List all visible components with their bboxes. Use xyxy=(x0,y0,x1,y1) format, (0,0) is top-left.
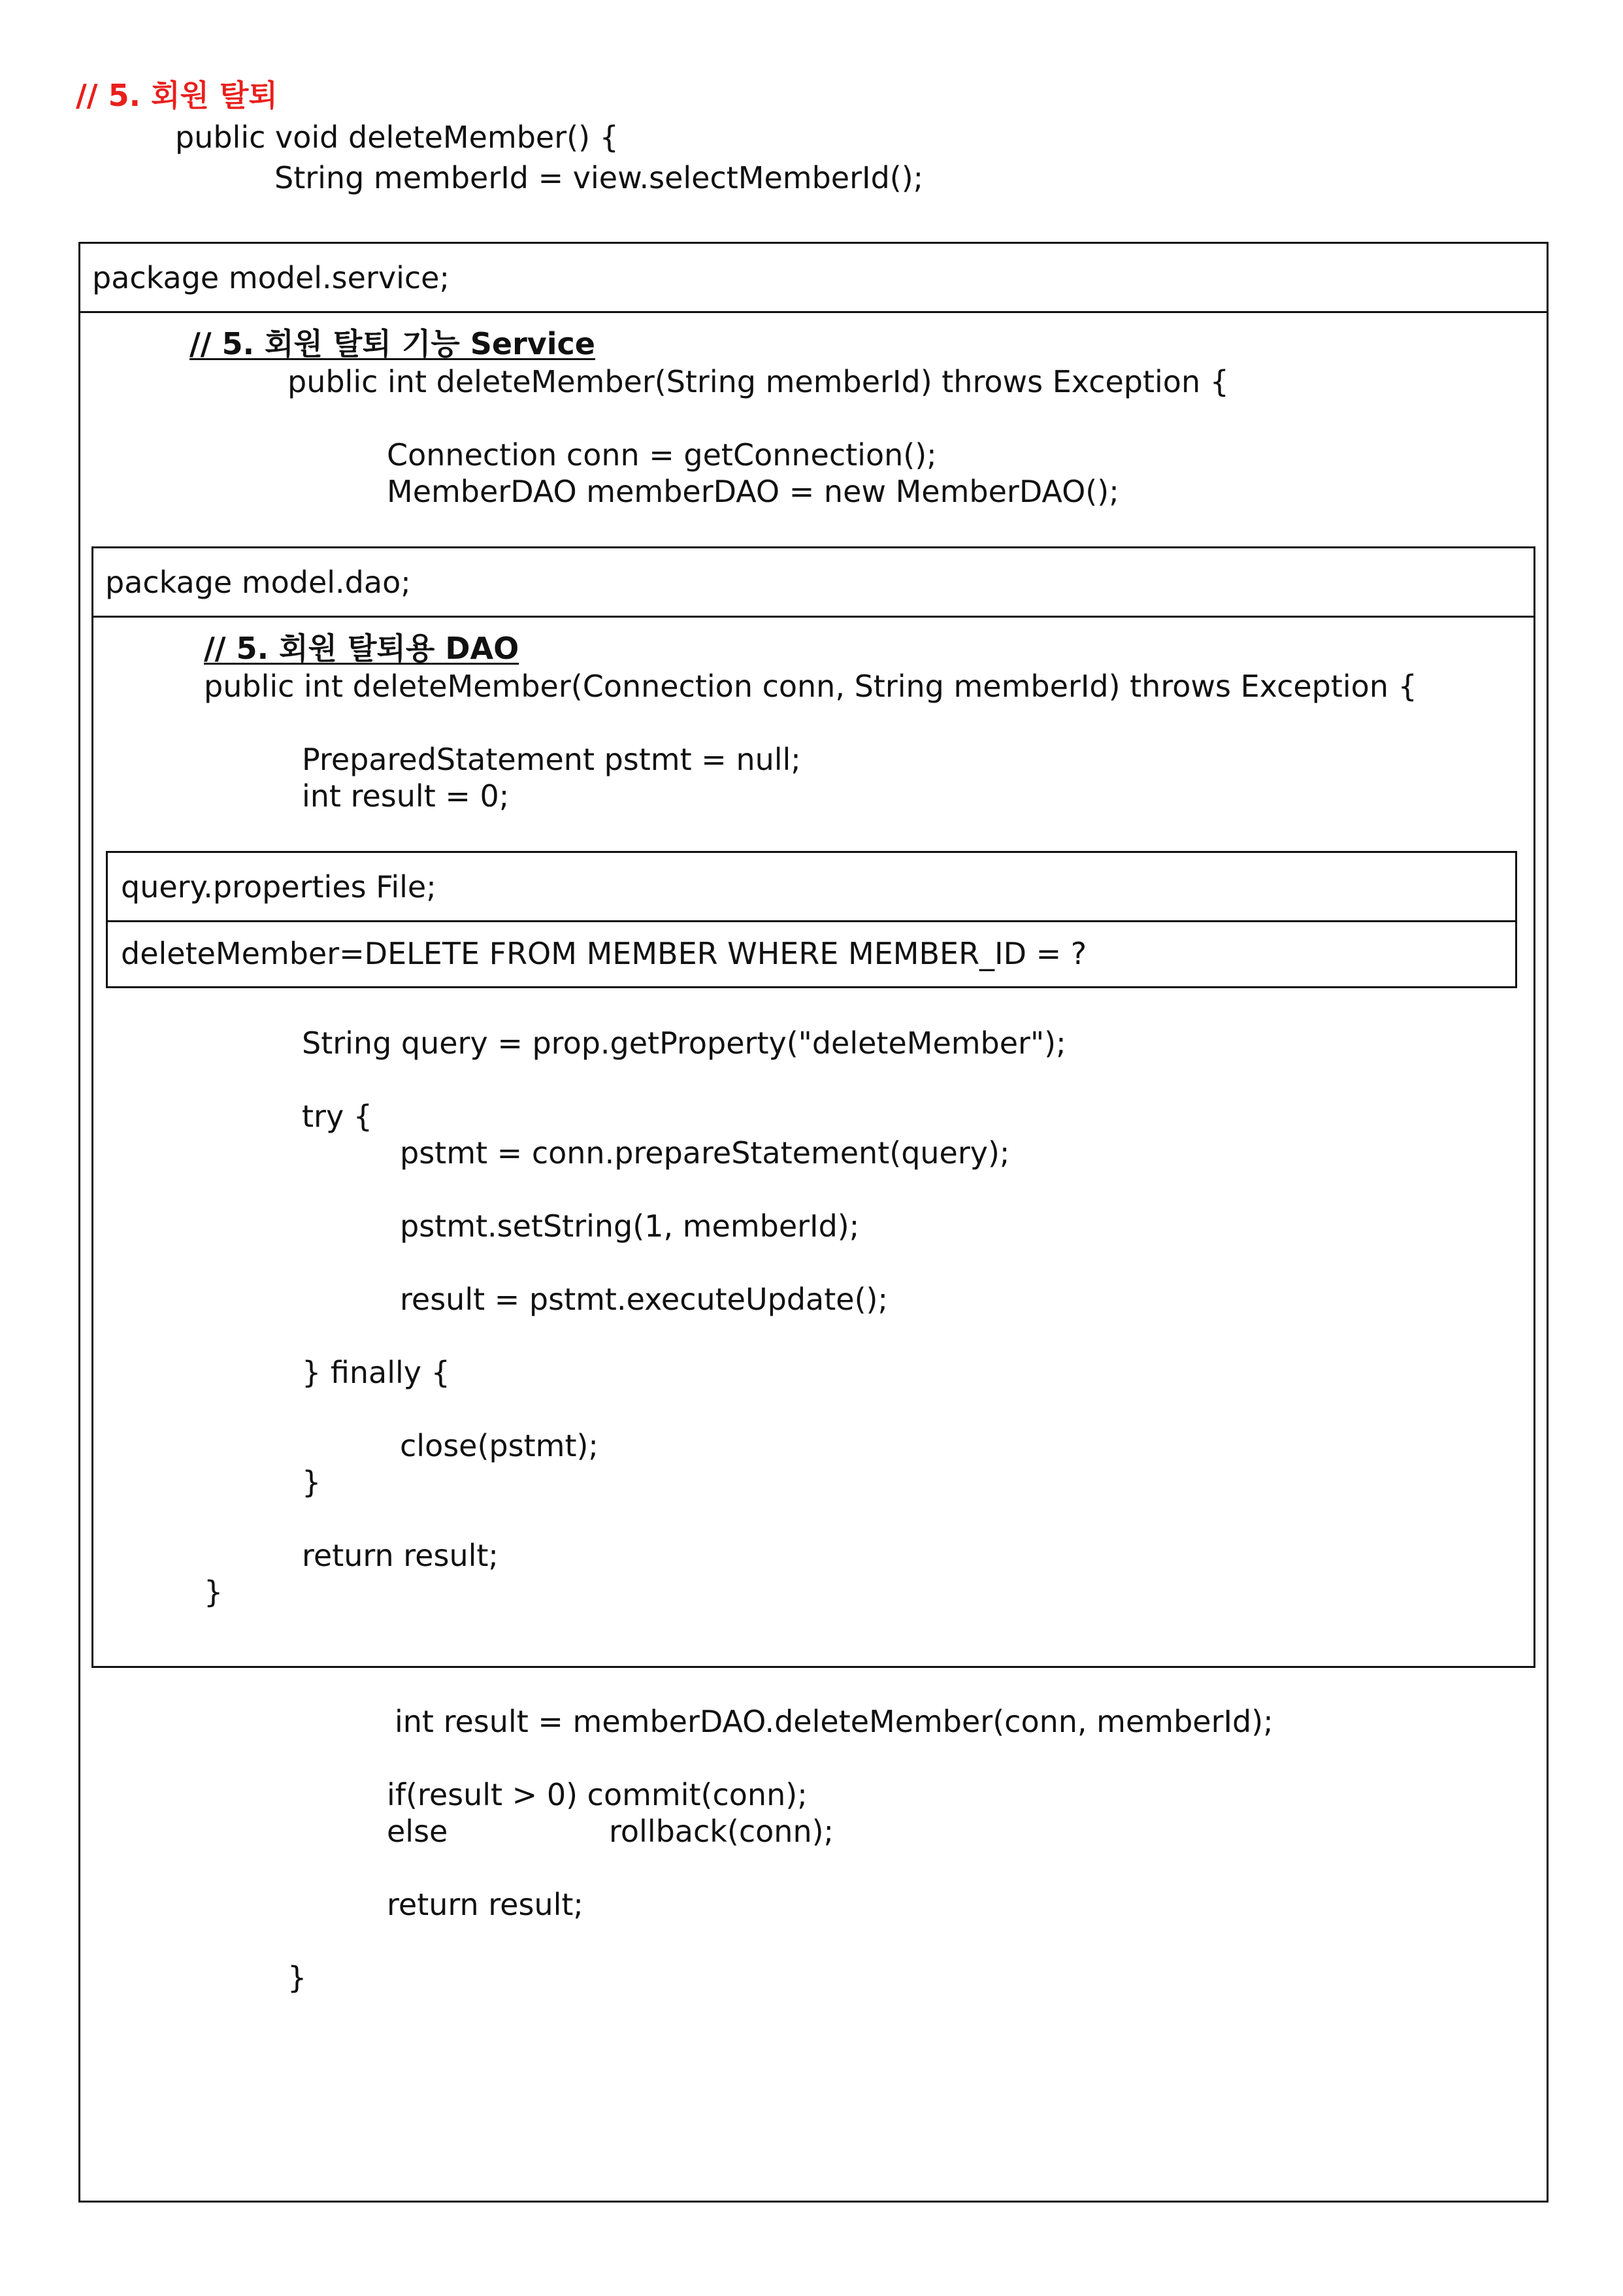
dao-finally-close: } xyxy=(302,1465,321,1500)
service-close-brace: } xyxy=(287,1960,307,1995)
service-heading: // 5. 회원 탈퇴 기능 Service xyxy=(189,326,596,361)
dao-close-brace: } xyxy=(204,1574,223,1610)
dao-package-header xyxy=(93,548,1533,618)
dao-signature: public int deleteMember(Connection conn, String memberId) throws Exception { xyxy=(204,669,1417,704)
dao-try-open: try { xyxy=(302,1099,373,1134)
dao-heading: // 5. 회원 탈퇴용 DAO xyxy=(204,631,519,666)
section-heading: // 5. 회원 탈퇴 xyxy=(76,78,278,113)
service-else-statement: rollback(conn); xyxy=(609,1814,834,1849)
dao-pstmt-decl: PreparedStatement pstmt = null; xyxy=(302,742,801,777)
properties-entry: deleteMember=DELETE FROM MEMBER WHERE MEMBER_ID = ? xyxy=(121,936,1087,971)
properties-header xyxy=(108,853,1515,922)
properties-box xyxy=(106,851,1517,988)
properties-title: query.properties File; xyxy=(121,869,436,905)
dao-finally-open: } finally { xyxy=(302,1355,450,1390)
service-conn-line: Connection conn = getConnection(); xyxy=(387,437,937,473)
service-if-line: if(result > 0) commit(conn); xyxy=(387,1777,808,1812)
service-dao-new-line: MemberDAO memberDAO = new MemberDAO(); xyxy=(387,474,1119,509)
dao-result-decl: int result = 0; xyxy=(302,778,510,814)
service-signature: public int deleteMember(String memberId) throws Exception { xyxy=(287,364,1229,399)
dao-prepare-line: pstmt = conn.prepareStatement(query); xyxy=(400,1135,1010,1171)
dao-package-label: package model.dao; xyxy=(105,565,411,600)
code-line-controller-signature: public void deleteMember() { xyxy=(175,120,619,155)
code-line-select-member-id: String memberId = view.selectMemberId(); xyxy=(274,160,924,195)
service-package-header xyxy=(80,244,1547,313)
service-call-line: int result = memberDAO.deleteMember(conn, memberId); xyxy=(395,1704,1273,1739)
dao-query-line: String query = prop.getProperty("deleteMember"); xyxy=(302,1025,1066,1061)
service-return-line: return result; xyxy=(387,1887,583,1922)
dao-set-string-line: pstmt.setString(1, memberId); xyxy=(400,1208,860,1244)
service-else-keyword: else xyxy=(387,1814,448,1849)
dao-execute-line: result = pstmt.executeUpdate(); xyxy=(400,1282,888,1317)
service-package-label: package model.service; xyxy=(92,260,450,295)
dao-close-line: close(pstmt); xyxy=(400,1428,598,1463)
dao-return-line: return result; xyxy=(302,1538,499,1573)
